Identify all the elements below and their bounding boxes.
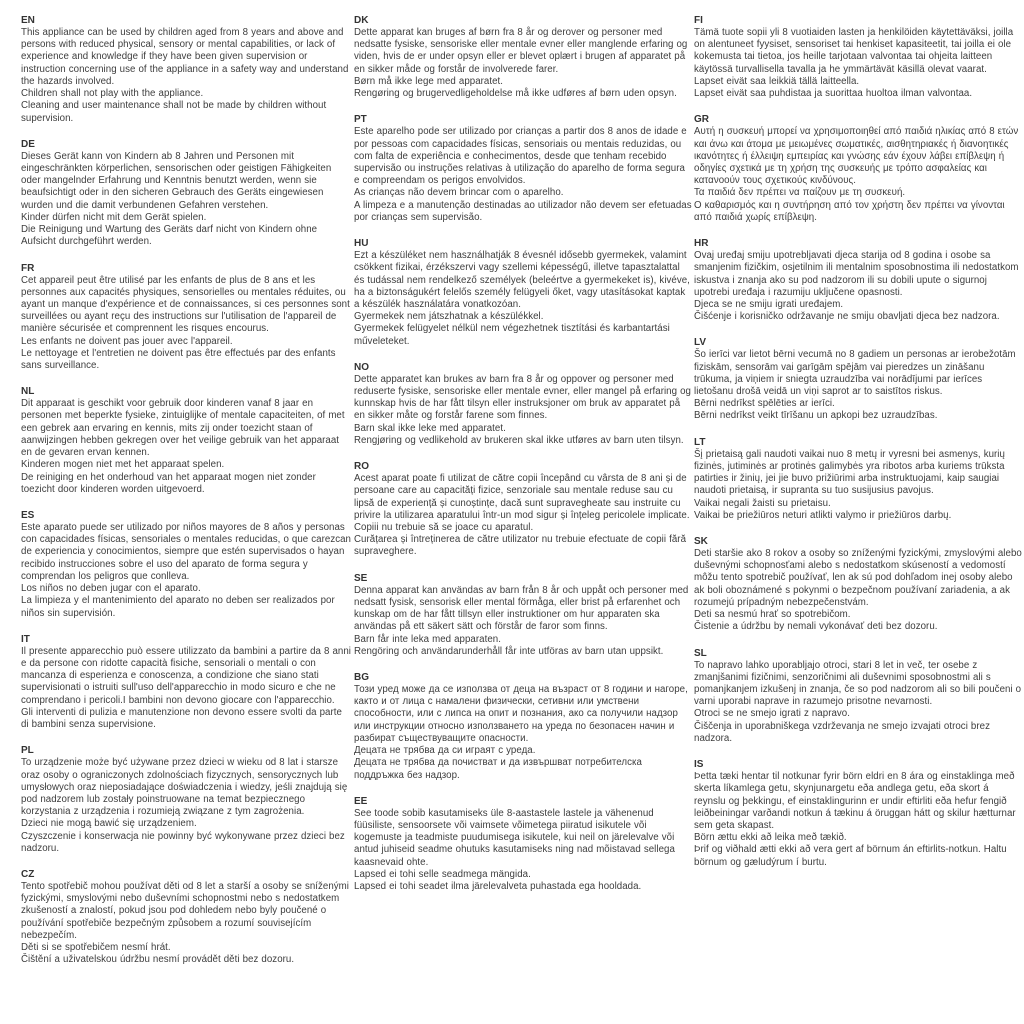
language-section (354, 237, 692, 348)
section-body (354, 473, 692, 559)
language-section (694, 113, 1022, 224)
language-section (21, 14, 352, 125)
section-paragraph: Djeca se ne smiju igrati uređajem. (694, 298, 844, 310)
section-paragraph: Børn må ikke lege med apparatet. (354, 75, 504, 87)
language-section (354, 795, 692, 894)
section-paragraph: Децата не трябва да почистват и да извършват потребителска поддръжка без надзор. (354, 757, 642, 781)
section-paragraph: Börn ættu ekki að leika með tækið. (694, 832, 847, 844)
language-code-heading: LT (694, 436, 706, 448)
section-paragraph: A limpeza e a manutenção destinadas ao utilizador não devem ser efetuadas por crianças sem supervisão. (354, 199, 692, 223)
section-paragraph: Este aparelho pode ser utilizado por crianças a partir dos 8 anos de idade e por pessoas com capacidades físicas, sensoriais ou mentais reduzidas, ou com falta de experiência e conhecimentos, desde que tenham recebido supervisão ou instruções relativas à utilização do aparelho de forma segura e compreendam os perigos envolvidos. (354, 126, 687, 187)
section-body (354, 684, 692, 782)
language-section (21, 744, 352, 855)
section-paragraph: Ovaj uređaj smiju upotrebljavati djeca starija od 8 godina i osobe sa smanjenim fizičkim, osjetilnim ili mentalnim sposobnostima ili nedostatkom iskustva i znanja ako su pod nadzorom ili su dobili upute o sigurnoj upotrebi uređaja i razumiju uključene opasnosti. (694, 250, 1019, 298)
language-section (694, 436, 1022, 522)
section-paragraph: Kinderen mogen niet met het apparaat spelen. (21, 459, 225, 471)
language-code-heading: HR (694, 238, 709, 250)
section-paragraph: Dieses Gerät kann von Kindern ab 8 Jahren und Personen mit eingeschränkten körperlichen, sensorischen oder geistigen Fähigkeiten oder mangelnder Erfahrung und Kenntnis benutzt werden, wenn sie beaufsichtigt oder in den sicheren Gebrauch des Geräts eingewiesen wurden und die damit verbundenen Gefahren verstehen. (21, 150, 332, 211)
section-paragraph: Este aparato puede ser utilizado por niños mayores de 8 años y personas con capacidades físicas, sensoriales o mentales reducidas, o que carezcan de experiencia y conocimientos, siempre que estén supervisados o hayan recibido instrucciones sobre el uso del aparato de forma segura y comprendan los peligros que conlleva. (21, 522, 351, 582)
language-code-heading: DK (354, 15, 369, 26)
section-paragraph: Lapsed ei tohi selle seadmega mängida. (354, 868, 531, 880)
section-paragraph: Lapsed ei tohi seadet ilma järelevalveta puhastada ega hooldada. (354, 881, 642, 893)
section-paragraph: Tämä tuote sopii yli 8 vuotiaiden lasten ja henkilöiden käytettäväksi, joilla on alentuneet fyysiset, sensoriset tai henkiset kapasiteetit, tai joilla ei ole kokemusta tai tietoa, jos heille tarjotaan valvontaa tai ohjeita laitteen käytössä turvallisella tavalla ja he ymmärtävät käsillä olevat vaarat. (694, 27, 1014, 75)
language-section (21, 262, 352, 373)
section-body (354, 374, 692, 447)
section-paragraph: Children shall not play with the appliance. (21, 88, 204, 100)
language-code-heading: CZ (21, 869, 35, 881)
language-code-heading: IS (694, 759, 704, 771)
language-section (21, 138, 352, 249)
language-code-heading: FR (21, 262, 35, 274)
language-code-heading: HU (354, 238, 369, 250)
language-code-heading: NL (21, 386, 35, 398)
section-paragraph: Barn skal ikke leke med apparatet. (354, 422, 506, 434)
section-body (354, 126, 692, 224)
section-paragraph: Þetta tæki hentar til notkunar fyrir börn eldri en 8 ára og einstaklinga með skerta líkamlega getu, skynjunargetu eða andlega getu, eða skort á reynslu og þekkingu, ef einstaklingurinn er undir eftirliti eða hefur fengið leiðbeiningar varðandi notkun á tækinu á öruggan hátt og skilur hætturnar sem geta skapast. (694, 771, 1016, 831)
section-paragraph: Dette apparat kan bruges af børn fra 8 år og derover og personer med nedsatte fysiske, sensoriske eller mentale evner eller manglende erfaring og viden, hvis de er under opsyn eller er blevet oplært i brugen af apparatet på en sikker måde og forstår de involverede farer. (354, 27, 688, 75)
section-paragraph: Šį prietaisą gali naudoti vaikai nuo 8 metų ir vyresni bei asmenys, kurių fizinės, jutiminės ar protinės galimybės yra ribotos arba kuriems trūksta patirties ir žinių, jei jie buvo prižiūrimi arba instruktuojami, kaip saugiai naudoti prietaisą, ir supranta su tuo susijusius pavojus. (694, 448, 1005, 497)
section-body (21, 757, 352, 855)
language-section (354, 671, 692, 782)
section-paragraph: To napravo lahko uporabljajo otroci, stari 8 let in več, ter osebe z zmanjšanimi fizičnimi, senzoričnimi ali duševnimi sposobnostmi ali s pomanjkanjem izkušenj in znanja, če so pod nadzorom ali so bili poučeni o varni uporabi naprave in razumejo prisotne nevarnosti. (694, 659, 1022, 708)
section-paragraph: Acest aparat poate fi utilizat de către copii începând cu vârsta de 8 ani și de persoane care au capacități fizice, senzoriale sau mentale reduse sau cu lipsă de experiență și cunoștințe, dacă sunt supravegheate sau instruite cu privire la utilizarea aparatului într-un mod sigur și înțeleg pericolele implicate. (354, 473, 690, 521)
language-section (21, 868, 352, 967)
language-code-heading: BG (354, 671, 369, 683)
section-body (694, 126, 1022, 224)
language-code-heading: FI (694, 15, 703, 26)
section-paragraph: Dette apparatet kan brukes av barn fra 8 år og oppover og personer med reduserte fysiske, sensoriske eller mentale evner, eller mangel på erfaring og kunnskap hvis de har fått tilsyn eller instruksjoner om bruk av apparatet på en sikker måte og forstår farene som finnes. (354, 373, 691, 422)
language-section (694, 535, 1022, 634)
section-body (21, 27, 352, 125)
language-section (694, 237, 1022, 323)
section-body (694, 660, 1022, 746)
section-body (694, 250, 1022, 323)
section-paragraph: Kinder dürfen nicht mit dem Gerät spielen. (21, 211, 207, 223)
section-body (694, 27, 1022, 100)
language-code-heading: PL (21, 745, 34, 757)
section-paragraph: Gyermekek felügyelet nélkül nem végezhetnek tisztítási és karbantartási műveleteket. (354, 323, 670, 347)
language-code-heading: ES (21, 510, 35, 521)
language-section (694, 647, 1022, 746)
section-paragraph: Cet appareil peut être utilisé par les enfants de plus de 8 ans et les personnes aux capacités physiques, sensorielles ou mentales réduites, ou ayant un manque d'expérience et de connaissances, si ces personnes sont surveillées ou ayant reçu des instructions sur l'utilisation de l'appareil de manière sécurisée et comprennent les risques encourus. (21, 274, 350, 335)
section-paragraph: Čistenie a údržbu by nemali vykonávať deti bez dozoru. (694, 621, 938, 633)
section-paragraph: Čišćenje i korisničko održavanje ne smiju obavljati djeca bez nadzora. (694, 311, 1000, 323)
section-paragraph: Denna apparat kan användas av barn från 8 år och uppåt och personer med nedsatt fysisk, sensorisk eller mental förmåga, eller brist på erfarenhet och kunskap om de har fått tillsyn eller instruktioner om hur apparaten ska användas på ett säkert sätt och förstår de faror som finns. (354, 584, 689, 633)
language-code-heading: LV (694, 337, 707, 349)
section-paragraph: Bērni nedrīkst spēlēties ar ierīci. (694, 398, 835, 410)
section-paragraph: Barn får inte leka med apparaten. (354, 633, 501, 645)
section-body (354, 250, 692, 348)
section-paragraph: Lapset eivät saa leikkiä tällä laitteella. (694, 75, 860, 87)
language-code-heading: IT (21, 633, 30, 645)
section-paragraph: Bērni nedrīkst veikt tīrīšanu un apkopi bez uzraudzības. (694, 410, 938, 422)
section-paragraph: Този уред може да се използва от деца на възраст от 8 години и нагоре, както и от лица с намалени физически, сетивни или умствени способности, или с липса на опит и познания, ако са получили надзор или инструкции относно използването на уреда по безопасен начин и разбират съществуващите опасности. (354, 683, 688, 744)
section-paragraph: Il presente apparecchio può essere utilizzato da bambini a partire da 8 anni e da persone con ridotte capacità fisiche, sensoriali o mentali o con mancanza di esperienza e conoscenza, a condizione che siano stati supervisionati o istruiti sull'uso dell'apparecchio in modo sicuro e che ne comprendano i pericoli.I bambini non devono giocare con l'apparecchio. (21, 645, 351, 706)
section-paragraph: To urządzenie może być używane przez dzieci w wieku od 8 lat i starsze oraz osoby o ograniczonych zdolnościach fizycznych, sensorycznych lub umysłowych oraz nieposiadające doświadczenia i wiedzy, jeśli znajdują się pod nadzorem lub zostały poinstruowane na temat bezpiecznego korzystania z urządzenia i rozumieją związane z tym zagrożenia. (21, 757, 348, 818)
section-paragraph: Τα παιδιά δεν πρέπει να παίζουν με τη συσκευή. (694, 187, 906, 199)
section-paragraph: Le nettoyage et l'entretien ne doivent pas être effectués par des enfants sans surveillance. (21, 347, 336, 372)
section-paragraph: Αυτή η συσκευή μπορεί να χρησιμοποιηθεί από παιδιά ηλικίας από 8 ετών και άνω και άτομα με μειωμένες σωματικές, αισθητηριακές ή διανοητικές ικανότητες ή έλλειψη εμπειρίας και γνώσης εάν έχουν λάβει επίβλεψη ή οδηγίες σχετικά με τη χρήση της συσκευής με τρόπο ασφαλείας και κατανοούν τους σχετικούς κινδύνους. (694, 126, 1019, 187)
section-body (694, 449, 1022, 522)
section-body (354, 808, 692, 894)
section-paragraph: Czyszczenie i konserwacja nie powinny być wykonywane przez dzieci bez nadzoru. (21, 830, 345, 854)
section-body (21, 522, 352, 620)
section-paragraph: As crianças não devem brincar com o aparelho. (354, 187, 564, 199)
section-paragraph: Deti staršie ako 8 rokov a osoby so zníženými fyzickými, zmyslovými alebo duševnými schopnosťami alebo s nedostatkom skúseností a vedomostí môžu tento spotrebič používať, len ak sú pod dohľadom inej osoby alebo ak boli oboznámené s pokynmi o bezpečnom používaní zariadenia, a ak rozumejú prípadným nebezpečenstvám. (694, 548, 1022, 608)
section-paragraph: Þrif og viðhald ætti ekki að vera gert af börnum án eftirlits-notkun. Haltu börnum og gæludýrum í burtu. (694, 844, 1007, 868)
language-section (354, 572, 692, 658)
language-section (354, 14, 692, 100)
section-paragraph: Vaikai negali žaisti su prietaisu. (694, 497, 831, 509)
section-paragraph: Ο καθαρισμός και η συντήρηση από τον χρήστη δεν πρέπει να γίνονται από παιδιά χωρίς επίβλεψη. (694, 199, 1005, 223)
section-paragraph: Copiii nu trebuie să se joace cu aparatul. (354, 522, 534, 533)
language-code-heading: EN (21, 15, 35, 26)
section-paragraph: This appliance can be used by children aged from 8 years and above and persons with reduced physical, sensory or mental capabilities, or lack of experience and knowledge if they have been given supervision or instruction concerning use of the appliance in a safety way and understand the hazards involved. (21, 27, 349, 87)
language-section (354, 113, 692, 224)
language-section (694, 14, 1022, 100)
section-paragraph: Otroci se ne smejo igrati z napravo. (694, 708, 850, 720)
section-body (21, 646, 352, 732)
section-paragraph: Gyermekek nem játszhatnak a készülékkel. (354, 311, 544, 323)
section-paragraph: Ezt a készüléket nem használhatják 8 évesnél idősebb gyermekek, valamint csökkent fizikai, érzékszervi vagy szellemi képességű, illetve tapasztalattal és tudással nem rendelkező személyek (beleértve a gyermekeket is), kivéve, ha a biztonságukért felelős személy felügyeli őket, vagy utasításokat kaptak a készülék használatára vonatkozóan. (354, 250, 690, 310)
section-paragraph: Vaikai be priežiūros neturi atlikti valymo ir priežiūros darbų. (694, 509, 952, 521)
language-section (21, 385, 352, 496)
language-code-heading: EE (354, 795, 368, 807)
section-paragraph: Les enfants ne doivent pas jouer avec l'appareil. (21, 335, 233, 347)
language-code-heading: NO (354, 361, 369, 373)
section-paragraph: Šo ierīci var lietot bērni vecumā no 8 gadiem un personas ar ierobežotām fiziskām, sensorām vai garīgām spējām vai pieredzes un zināšanu trūkuma, ja viņiem ir sniegta uzraudzība vai norādījumi par ierīces lietošanu drošā veidā un viņi saprot ar to saistītos riskus. (694, 349, 1016, 398)
language-section (354, 460, 692, 559)
section-paragraph: Čištění a uživatelskou údržbu nesmí provádět děti bez dozoru. (21, 954, 295, 966)
section-body (21, 881, 352, 967)
section-body (21, 151, 352, 249)
section-body (354, 27, 692, 100)
language-section (21, 633, 352, 732)
section-paragraph: La limpieza y el mantenimiento del aparato no deben ser realizados por niños sin supervisión. (21, 595, 335, 619)
section-paragraph: Rengøring og brugervedligeholdelse må ikke udføres af børn uden opsyn. (354, 88, 677, 100)
section-paragraph: Los niños no deben jugar con el aparato. (21, 583, 201, 595)
section-paragraph: Lapset eivät saa puhdistaa ja suorittaa huoltoa ilman valvontaa. (694, 88, 973, 100)
column-2 (354, 14, 692, 1024)
section-paragraph: Rengöring och användarunderhåll får inte utföras av barn utan uppsikt. (354, 645, 664, 657)
section-paragraph: Curățarea și întreținerea de către utilizator nu trebuie efectuate de copii fără supraveghere. (354, 534, 687, 558)
section-paragraph: Tento spotřebič mohou používat děti od 8 let a starší a osoby se sníženými fyzickými, smyslovými nebo duševními schopnostmi nebo s nedostatkem zkušeností a znalostí, pokud jsou pod dohledem nebo byly poučené o používání spotřebiče bezpečným způsobem a rozumí souvisejícím nebezpečím. (21, 881, 349, 941)
language-code-heading: PT (354, 114, 367, 126)
section-body (694, 548, 1022, 634)
section-paragraph: Die Reinigung und Wartung des Geräts darf nicht von Kindern ohne Aufsicht durchgeführt werden. (21, 224, 318, 248)
section-paragraph: Dit apparaat is geschikt voor gebruik door kinderen vanaf 8 jaar en personen met beperkte fysieke, zintuiglijke of mentale capaciteiten, of met een gebrek aan ervaring en kennis, mits zij onder toezicht staan of aanwijzingen hebben gekregen over het veilige gebruik van het apparaat en de gevaren ervan kennen. (21, 398, 345, 459)
section-paragraph: De reiniging en het onderhoud van het apparaat mogen niet zonder toezicht door kinderen worden uitgevoerd. (21, 471, 316, 495)
section-paragraph: Deti sa nesmú hrať so spotrebičom. (694, 609, 851, 621)
language-code-heading: SL (694, 647, 707, 659)
section-paragraph: Rengjøring og vedlikehold av brukeren skal ikke utføres av barn uten tilsyn. (354, 434, 684, 446)
language-section (694, 758, 1022, 869)
language-section (694, 336, 1022, 422)
language-section (21, 509, 352, 620)
language-code-heading: GR (694, 114, 709, 126)
section-paragraph: Cleaning and user maintenance shall not be made by children without supervision. (21, 100, 327, 124)
language-code-heading: SE (354, 572, 368, 584)
section-paragraph: Gli interventi di pulizia e manutenzione non devono essere svolti da parte di bambini senza supervisione. (21, 706, 342, 731)
column-1 (21, 14, 352, 1024)
section-paragraph: Čiščenja in uporabniškega vzdrževanja ne smejo izvajati otroci brez nadzora. (694, 720, 990, 744)
section-body (694, 771, 1022, 869)
section-body (21, 275, 352, 373)
language-code-heading: SK (694, 536, 708, 547)
section-paragraph: Децата не трябва да си играят с уреда. (354, 745, 536, 757)
section-body (21, 398, 352, 496)
section-paragraph: See toode sobib kasutamiseks üle 8-aastastele lastele ja vähenenud füüsiliste, sensoorsete või vaimsete võimetega piiratud isikutele või kogemuste ja teadmiste puudumisega isikutele, kui neil on järelevalve või antud juhiseid seadme ohutuks kasutamiseks ning nad mõistavad sellega kaasnevaid ohte. (354, 807, 675, 868)
section-paragraph: Dzieci nie mogą bawić się urządzeniem. (21, 818, 197, 830)
language-section (354, 361, 692, 447)
section-body (694, 349, 1022, 422)
language-code-heading: DE (21, 138, 35, 150)
section-paragraph: Děti si se spotřebičem nesmí hrát. (21, 942, 171, 954)
column-3 (694, 14, 1022, 1024)
language-code-heading: RO (354, 461, 369, 473)
section-body (354, 585, 692, 658)
